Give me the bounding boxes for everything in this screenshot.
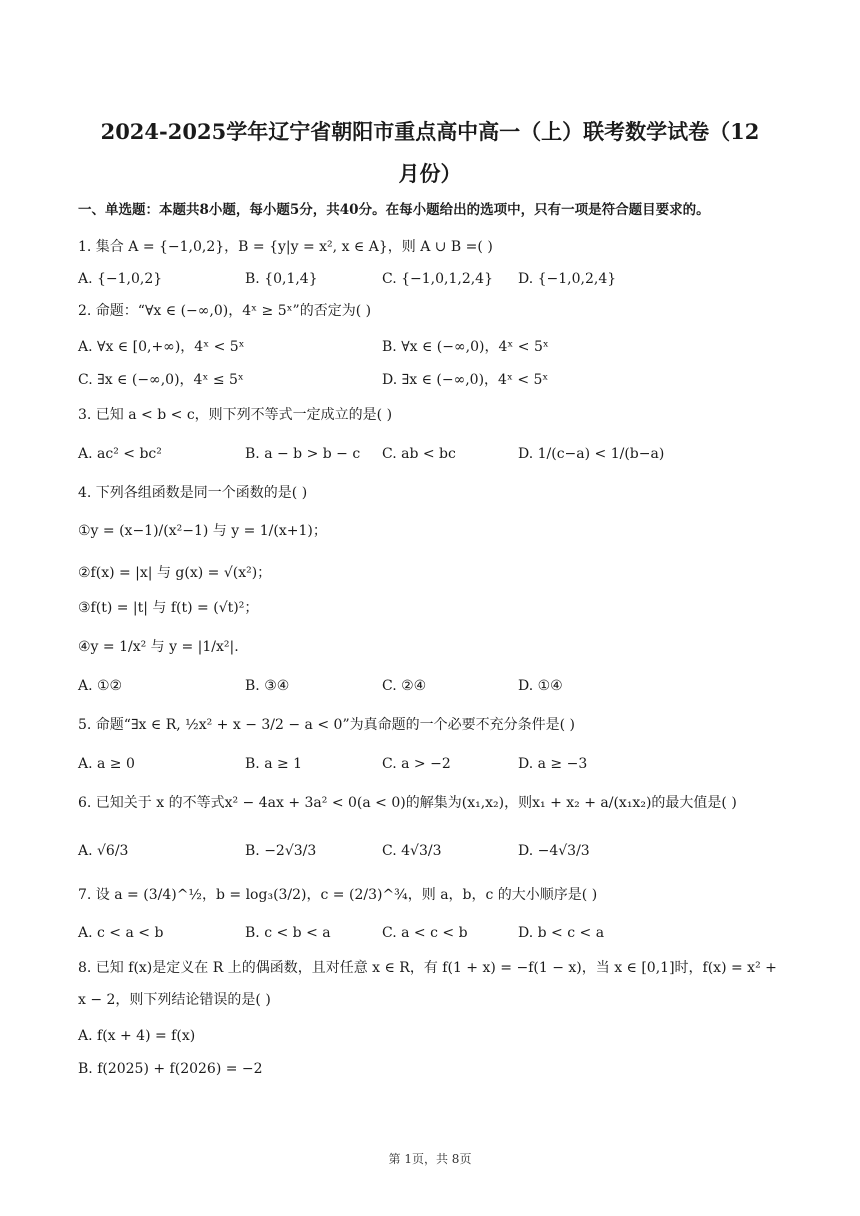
q2-option-a: A. ∀x ∈ [0,+∞)，4ˣ < 5ˣ	[78, 339, 245, 355]
q2-option-d: D. ∃x ∈ (−∞,0)，4ˣ < 5ˣ	[382, 372, 549, 388]
q4-option-c: C. ②④	[382, 678, 427, 694]
q6-option-c: C. 4√3/3	[382, 843, 442, 859]
q7-stem: 7. 设 a = (3/4)^½，b = log₃(3/2)，c = (2/3)^¾，则 a，b，c 的大小顺序是( )	[78, 887, 598, 903]
q8-option-b: B. f(2025) + f(2026) = −2	[78, 1061, 263, 1077]
q6-option-b: B. −2√3/3	[245, 843, 317, 859]
q4-item-4: ④y = 1/x² 与 y = |1/x²|.	[78, 639, 239, 655]
q4-option-a: A. ①②	[78, 678, 123, 694]
q5-option-a: A. a ≥ 0	[78, 756, 135, 772]
section-header: 一、单选题：本题共8小题，每小题5分，共40分。在每小题给出的选项中，只有一项是符合题目要求的。	[78, 202, 710, 218]
q7-option-a: A. c < a < b	[78, 925, 164, 941]
q4-item-1: ①y = (x−1)/(x²−1) 与 y = 1/(x+1)；	[78, 523, 327, 539]
q4-stem: 4. 下列各组函数是同一个函数的是( )	[78, 485, 308, 501]
page-footer: 第 1页，共 8页	[388, 1152, 472, 1166]
q3-option-a: A. ac² < bc²	[78, 446, 162, 462]
q1-option-b: B. {0,1,4}	[245, 271, 318, 287]
exam-title-line1: 2024-2025学年辽宁省朝阳市重点高中高一（上）联考数学试卷（12	[100, 119, 760, 144]
q7-option-d: D. b < c < a	[518, 925, 605, 941]
q1-option-d: D. {−1,0,2,4}	[518, 271, 617, 287]
q4-option-d: D. ①④	[518, 678, 563, 694]
q5-stem: 5. 命题“∃x ∈ R, ½x² + x − 3/2 − a < 0”为真命题的一个必要不充分条件是( )	[78, 717, 575, 733]
q2-option-c: C. ∃x ∈ (−∞,0)，4ˣ ≤ 5ˣ	[78, 372, 244, 388]
q5-option-d: D. a ≥ −3	[518, 756, 588, 772]
q5-option-c: C. a > −2	[382, 756, 451, 772]
q6-stem: 6. 已知关于 x 的不等式x² − 4ax + 3a² < 0(a < 0)的解集为(x₁,x₂)，则x₁ + x₂ + a/(x₁x₂)的最大值是( )	[78, 795, 737, 811]
q8-stem-line1: 8. 已知 f(x)是定义在 R 上的偶函数，且对任意 x ∈ R，有 f(1 + x) = −f(1 − x)，当 x ∈ [0,1]时，f(x) = x² +	[78, 960, 777, 976]
q7-option-c: C. a < c < b	[382, 925, 468, 941]
q2-option-b: B. ∀x ∈ (−∞,0)，4ˣ < 5ˣ	[382, 339, 549, 355]
q7-option-b: B. c < b < a	[245, 925, 331, 941]
q1-stem: 1. 集合 A = {−1,0,2}，B = {y|y = x², x ∈ A}，则 A ∪ B =( )	[78, 239, 493, 255]
q4-item-2: ②f(x) = |x| 与 g(x) = √(x²)；	[78, 565, 272, 581]
q5-option-b: B. a ≥ 1	[245, 756, 303, 772]
q8-stem-line2: x − 2，则下列结论错误的是( )	[78, 992, 271, 1008]
q8-option-a: A. f(x + 4) = f(x)	[78, 1028, 196, 1044]
q4-option-b: B. ③④	[245, 678, 290, 694]
q6-option-a: A. √6/3	[78, 843, 129, 859]
exam-title-line2: 月份）	[398, 161, 462, 186]
q4-item-3: ③f(t) = |t| 与 f(t) = (√t)²；	[78, 600, 259, 616]
q2-stem: 2. 命题：“∀x ∈ (−∞,0)，4ˣ ≥ 5ˣ”的否定为( )	[78, 303, 372, 319]
q6-option-d: D. −4√3/3	[518, 843, 590, 859]
q3-option-d: D. 1/(c−a) < 1/(b−a)	[518, 446, 665, 462]
q3-option-c: C. ab < bc	[382, 446, 456, 462]
q3-option-b: B. a − b > b − c	[245, 446, 361, 462]
q1-option-c: C. {−1,0,1,2,4}	[382, 271, 493, 287]
q3-stem: 3. 已知 a < b < c，则下列不等式一定成立的是( )	[78, 407, 393, 423]
q1-option-a: A. {−1,0,2}	[78, 271, 163, 287]
